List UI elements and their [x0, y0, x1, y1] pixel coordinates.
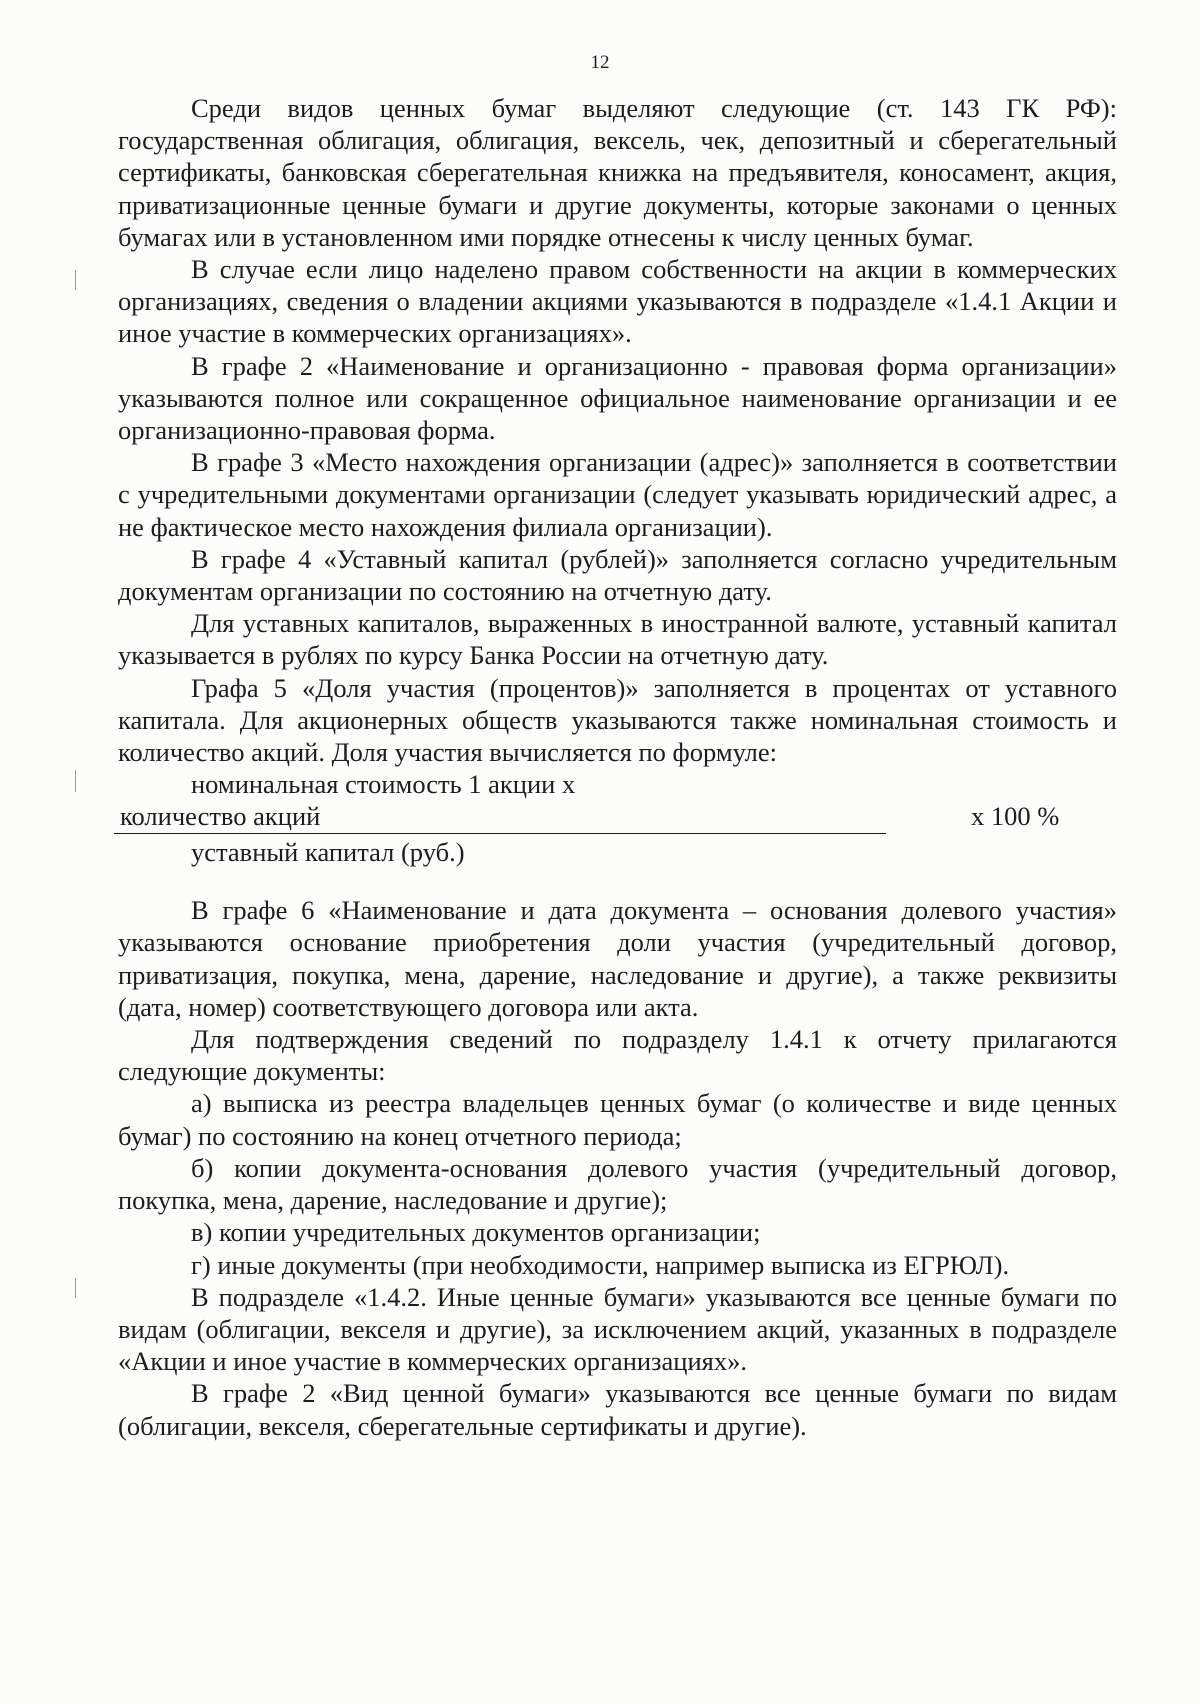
formula-multiplier: х 100 %: [971, 801, 1060, 832]
paragraph: В графе 3 «Место нахождения организации (адрес)» заполняется в соответствии с учредительными документами организации (следует указывать юридический адрес, а не фактическое место нахождения филиала организации).: [118, 447, 1117, 542]
paragraph: В графе 4 «Уставный капитал (рублей)» заполняется согласно учредительным документам организации по состоянию на отчетную дату.: [118, 543, 1117, 607]
paragraph: В подразделе «1.4.2. Иные ценные бумаги» указываются все ценные бумаги по видам (облигации, векселя и другие), за исключением акций, указанных в подразделе «Акции и иное участие в коммерческих организациях».: [118, 1281, 1117, 1377]
margin-mark: [75, 770, 76, 792]
list-item: г) иные документы (при необходимости, например выписка из ЕГРЮЛ).: [191, 1249, 1010, 1280]
margin-mark: [75, 270, 76, 290]
list-item: в) копии учредительных документов организации;: [191, 1217, 761, 1248]
paragraph: Для подтверждения сведений по подразделу 1.4.1 к отчету прилагаются следующие документы:: [118, 1024, 1117, 1087]
page-number: 12: [590, 52, 610, 73]
formula-numerator-continued: количество акций: [120, 801, 321, 832]
paragraph: Для уставных капиталов, выраженных в иностранной валюте, уставный капитал указывается в рублях по курсу Банка России на отчетную дату.: [118, 608, 1117, 671]
share-formula: [118, 768, 1117, 870]
blank-line: [118, 870, 1117, 894]
paragraph: В случае если лицо наделено правом собственности на акции в коммерческих организациях, сведения о владении акциями указываются в подразделе «1.4.1 Акции и иное участие в коммерческих организациях».: [118, 254, 1117, 349]
list-item: а) выписка из реестра владельцев ценных бумаг (о количестве и виде ценных бумаг) по состоянию на конец отчетного периода;: [118, 1088, 1117, 1151]
formula-denominator: уставный капитал (руб.): [191, 837, 465, 868]
paragraph: В графе 2 «Наименование и организационно - правовая форма организации» указываются полное или сокращенное официальное наименование организации и ее организационно-правовая форма.: [118, 350, 1117, 446]
paragraph: В графе 6 «Наименование и дата документа – основания долевого участия» указываются основание приобретения доли участия (учредительный договор, приватизация, покупка, мена, дарение, наследование и другие), а также реквизиты (дата, номер) соответствующего договора или акта.: [118, 895, 1117, 1022]
document-body: [118, 92, 1117, 1442]
formula-numerator: номинальная стоимость 1 акции х: [191, 769, 576, 800]
paragraph: Графа 5 «Доля участия (процентов)» заполняется в процентах от уставного капитала. Для акционерных обществ указываются также номинальная стоимость и количество акций. Доля участия вычисляется по формуле:: [118, 672, 1117, 768]
paragraph: Среди видов ценных бумаг выделяют следующие (ст. 143 ГК РФ): государственная облигация, облигация, вексель, чек, депозитный и сберегательный сертификаты, банковская сберегательная книжка на предъявителя, коносамент, акция, приватизационные ценные бумаги и другие документы, которые законами о ценных бумагах или в установленном ими порядке отнесены к числу ценных бумаг.: [118, 93, 1117, 252]
margin-mark: [75, 1278, 76, 1298]
list-item: б) копии документа-основания долевого участия (учредительный договор, покупка, мена, дарение, наследование и другие);: [118, 1152, 1117, 1216]
fraction-bar: [114, 833, 886, 834]
paragraph: В графе 2 «Вид ценной бумаги» указываются все ценные бумаги по видам (облигации, векселя, сберегательные сертификаты и другие).: [118, 1378, 1117, 1441]
